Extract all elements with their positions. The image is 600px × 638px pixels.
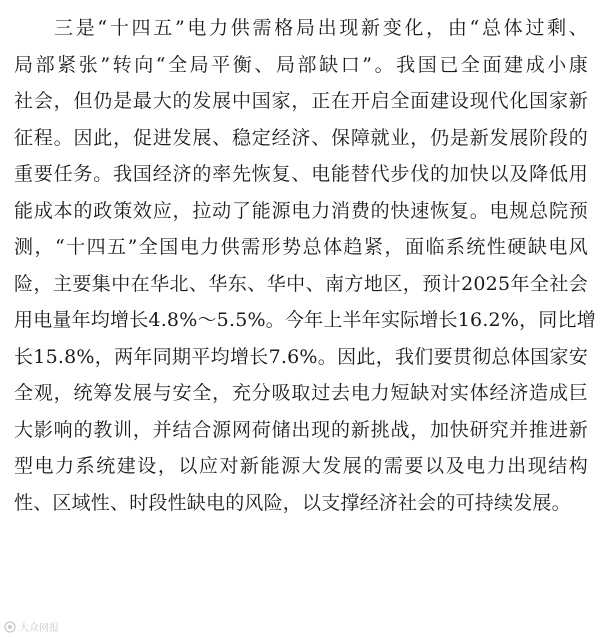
- paragraph-line: 能成本的政策效应，拉动了能源电力消费的快速恢复。电规总院预: [14, 199, 588, 222]
- paragraph-line: 测，“十四五”全国电力供需形势总体趋紧，面临系统性硬缺电风: [14, 236, 588, 258]
- paragraph-line: 型电力系统建设，以应对新能源大发展的需要以及电力出现结构: [14, 455, 588, 477]
- watermark-logo-icon: [4, 621, 16, 633]
- paragraph-line: 局部紧张”转向“全局平衡、局部缺口”。我国已全面建成小康: [14, 53, 588, 76]
- paragraph-line: 用电量年均增长4.8%～5.5%。今年上半年实际增长16.2%，同比增: [14, 309, 596, 331]
- paragraph: [14, 10, 596, 521]
- watermark-text: 大众网报: [19, 623, 59, 634]
- paragraph-line: 险，主要集中在华北、华东、华中、南方地区，预计2025年全社会: [14, 272, 588, 295]
- paragraph-line: 长15.8%，两年同期平均增长7.6%。因此，我们要贯彻总体国家安: [14, 345, 588, 368]
- paragraph-line: 大影响的教训，并结合源网荷储出现的新挑战，加快研究并推进新: [14, 418, 588, 441]
- paragraph-line: 三是“十四五”电力供需格局出现新变化，由“总体过剩、: [54, 17, 588, 39]
- paragraph-line: 全观，统筹发展与安全，充分吸取过去电力短缺对实体经济造成巨: [14, 382, 588, 404]
- paragraph-line: 社会，但仍是最大的发展中国家，正在开启全面建设现代化国家新: [14, 90, 588, 112]
- watermark: [4, 619, 59, 634]
- paragraph-line: 征程。因此，促进发展、稳定经济、保障就业，仍是新发展阶段的: [14, 126, 588, 149]
- paragraph-line: 重要任务。我国经济的率先恢复、电能替代步伐的加快以及降低用: [14, 163, 588, 185]
- paragraph-line: 性、区域性、时段性缺电的风险，以支撑经济社会的可持续发展。: [14, 491, 571, 514]
- article-body: [14, 10, 596, 521]
